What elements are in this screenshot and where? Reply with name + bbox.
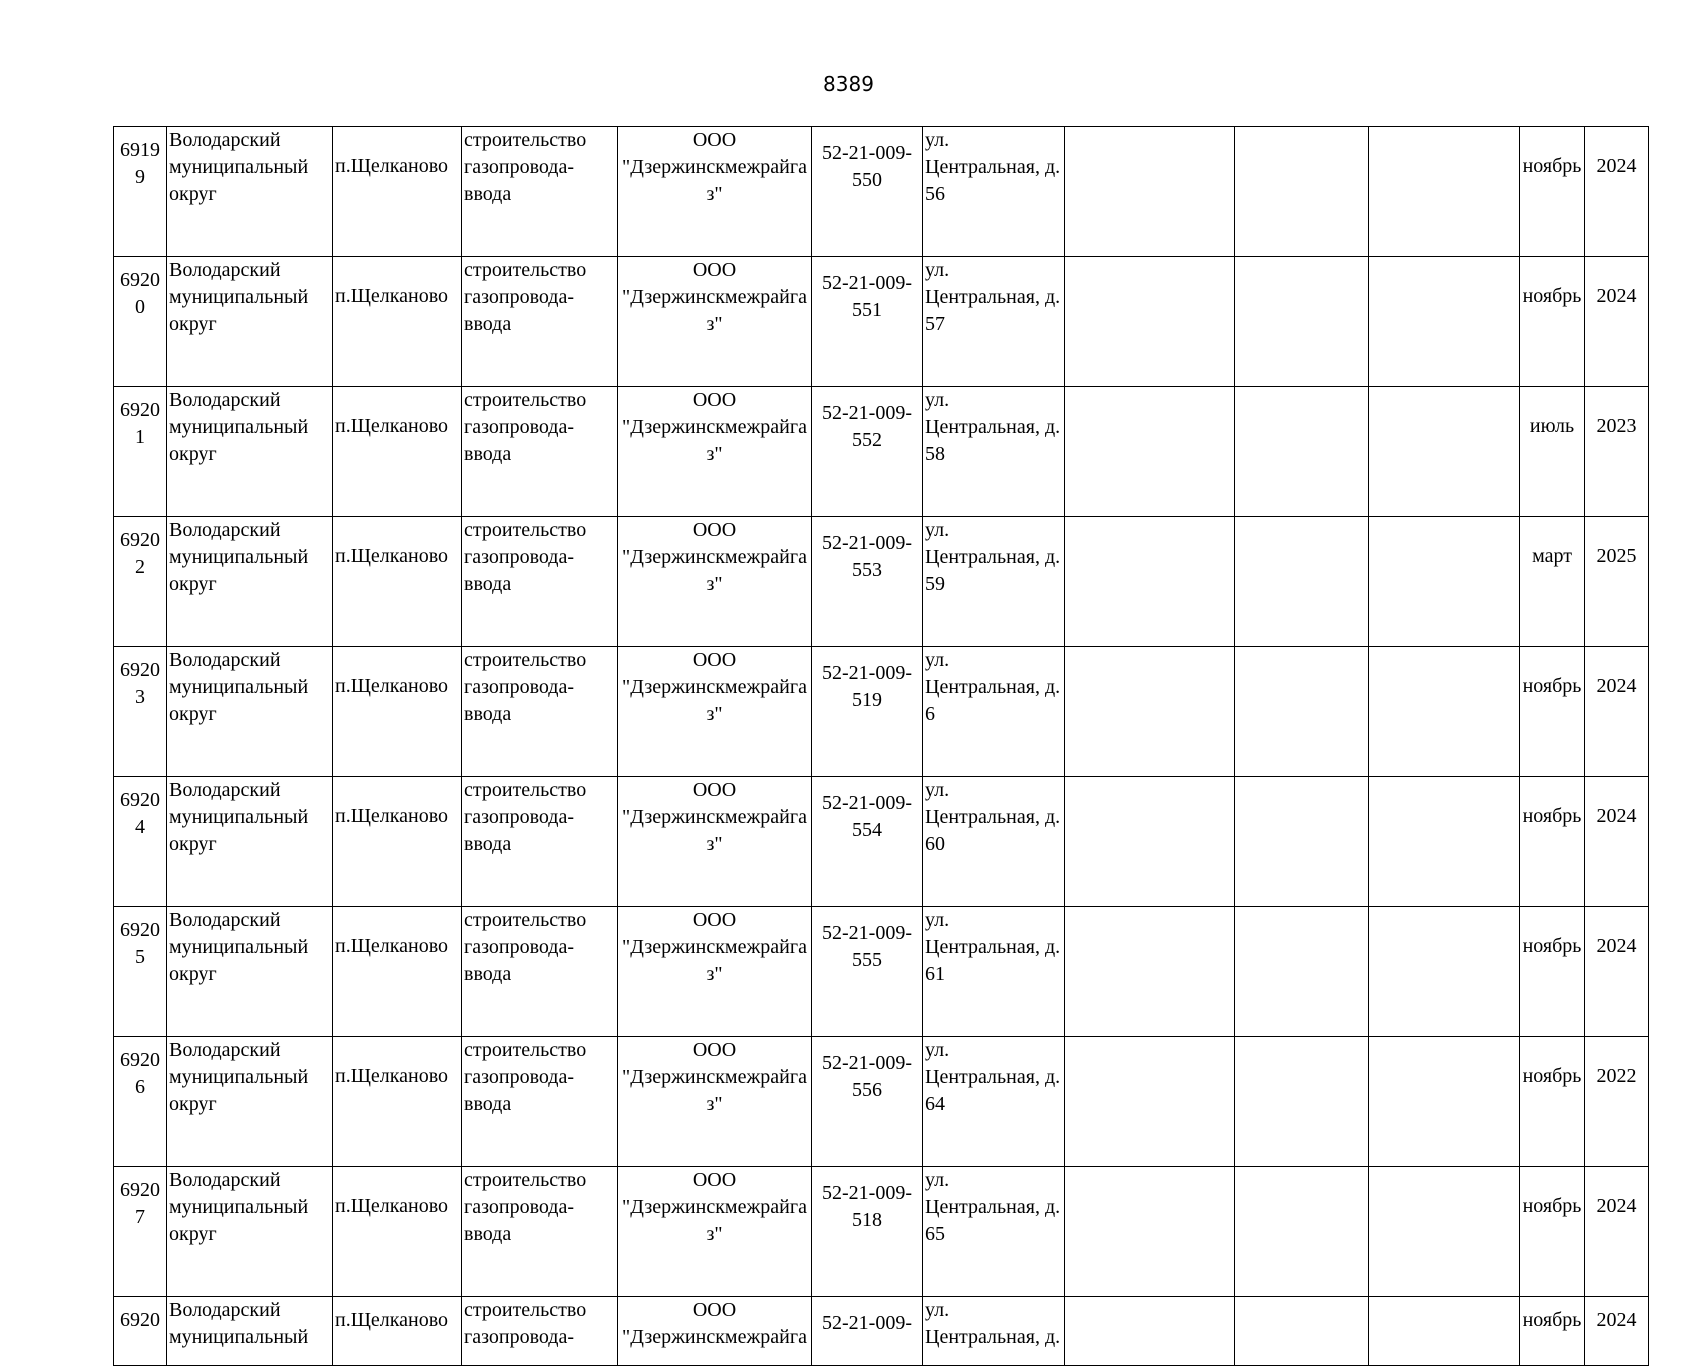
cell-line: 52-21-009- <box>822 1052 912 1074</box>
address-cell <box>923 127 1065 257</box>
cell-line: муниципальный <box>169 1066 309 1088</box>
address-cell <box>923 907 1065 1037</box>
object-code-cell <box>812 777 923 907</box>
cell-line: 52-21-009- <box>822 142 912 164</box>
cell-line: газопровода- <box>464 156 575 178</box>
cell-line: Центральная, д. <box>925 546 1061 568</box>
cell-line: Центральная, д. <box>925 1066 1061 1088</box>
cell-line: "Дзержинскмежрайга <box>622 1066 807 1088</box>
organization-cell <box>618 387 812 517</box>
cell-line: строительство <box>464 909 587 931</box>
cell-line: 518 <box>852 1209 882 1231</box>
organization-cell <box>618 1297 812 1366</box>
table-body <box>114 127 1649 1366</box>
empty-cell <box>1235 1037 1369 1167</box>
cell-line: 519 <box>852 689 882 711</box>
cell-line: ООО <box>692 1299 737 1321</box>
cell-line: з" <box>706 443 723 465</box>
cell-line: муниципальный <box>169 676 309 698</box>
cell-line: 550 <box>852 169 882 191</box>
year-cell: 2023 <box>1585 387 1649 517</box>
cell-line: 6 <box>925 703 935 725</box>
register-table <box>113 126 1649 1366</box>
page-number: 8389 <box>823 72 874 96</box>
year-cell: 2024 <box>1585 777 1649 907</box>
empty-cell <box>1369 907 1520 1037</box>
row-number-cell <box>114 387 167 517</box>
cell-line: 552 <box>852 429 882 451</box>
district-cell <box>167 647 333 777</box>
month-cell: ноябрь <box>1520 257 1585 387</box>
cell-line: 5 <box>135 946 145 968</box>
settlement-cell: п.Щелканово <box>333 647 462 777</box>
table-row <box>114 1167 1649 1297</box>
cell-line: 4 <box>135 816 145 838</box>
cell-line: округ <box>169 573 217 595</box>
empty-cell <box>1235 517 1369 647</box>
cell-line: Володарский <box>169 909 281 931</box>
cell-line: Володарский <box>169 649 281 671</box>
address-cell <box>923 1167 1065 1297</box>
cell-line: ул. <box>925 389 950 411</box>
cell-line: 6920 <box>120 399 160 421</box>
cell-line: 52-21-009- <box>822 662 912 684</box>
cell-line: Центральная, д. <box>925 286 1061 308</box>
organization-cell <box>618 1167 812 1297</box>
month-cell: ноябрь <box>1520 1167 1585 1297</box>
settlement-cell: п.Щелканово <box>333 257 462 387</box>
object-code-cell <box>812 387 923 517</box>
cell-line: ввода <box>464 573 512 595</box>
cell-line: 60 <box>925 833 945 855</box>
cell-line: 56 <box>925 183 945 205</box>
cell-line: 551 <box>852 299 882 321</box>
cell-line: строительство <box>464 779 587 801</box>
work-type-cell <box>462 127 618 257</box>
cell-line: ООО <box>692 909 737 931</box>
cell-line: 6920 <box>120 1179 160 1201</box>
cell-line: з" <box>706 183 723 205</box>
object-code-cell <box>812 517 923 647</box>
cell-line: з" <box>706 1223 723 1245</box>
cell-line: округ <box>169 183 217 205</box>
month-cell: ноябрь <box>1520 127 1585 257</box>
address-cell <box>923 257 1065 387</box>
cell-line: строительство <box>464 389 587 411</box>
table-row <box>114 127 1649 257</box>
settlement-cell: п.Щелканово <box>333 517 462 647</box>
cell-line: ООО <box>692 129 737 151</box>
table-row <box>114 907 1649 1037</box>
settlement-cell: п.Щелканово <box>333 1297 462 1366</box>
cell-line: "Дзержинскмежрайга <box>622 156 807 178</box>
cell-line: ввода <box>464 963 512 985</box>
year-cell: 2024 <box>1585 1167 1649 1297</box>
district-cell <box>167 127 333 257</box>
table-row <box>114 1037 1649 1167</box>
cell-line: ООО <box>692 1169 737 1191</box>
cell-line: Володарский <box>169 259 281 281</box>
cell-line: ввода <box>464 1223 512 1245</box>
empty-cell <box>1065 127 1235 257</box>
cell-line: Володарский <box>169 389 281 411</box>
object-code-cell <box>812 907 923 1037</box>
empty-cell <box>1065 777 1235 907</box>
cell-line: строительство <box>464 1299 587 1321</box>
address-cell <box>923 647 1065 777</box>
cell-line: Володарский <box>169 129 281 151</box>
cell-line: з" <box>706 963 723 985</box>
cell-line: Володарский <box>169 1169 281 1191</box>
table-row <box>114 1297 1649 1366</box>
empty-cell <box>1369 1167 1520 1297</box>
cell-line: муниципальный <box>169 286 309 308</box>
cell-line: 6920 <box>120 919 160 941</box>
empty-cell <box>1235 777 1369 907</box>
cell-line: 52-21-009- <box>822 272 912 294</box>
cell-line: ул. <box>925 129 950 151</box>
cell-line: 0 <box>135 296 145 318</box>
cell-line: ввода <box>464 443 512 465</box>
table-row <box>114 517 1649 647</box>
year-cell: 2025 <box>1585 517 1649 647</box>
row-number-cell <box>114 1297 167 1366</box>
row-number-cell <box>114 127 167 257</box>
cell-line: "Дзержинскмежрайга <box>622 416 807 438</box>
row-number-cell <box>114 1037 167 1167</box>
district-cell <box>167 257 333 387</box>
address-cell <box>923 777 1065 907</box>
cell-line: строительство <box>464 259 587 281</box>
organization-cell <box>618 777 812 907</box>
organization-cell <box>618 907 812 1037</box>
empty-cell <box>1235 387 1369 517</box>
cell-line: ООО <box>692 389 737 411</box>
object-code-cell <box>812 1037 923 1167</box>
table-row <box>114 777 1649 907</box>
work-type-cell <box>462 1297 618 1366</box>
cell-line: "Дзержинскмежрайга <box>622 676 807 698</box>
row-number-cell <box>114 907 167 1037</box>
cell-line: газопровода- <box>464 936 575 958</box>
cell-line: строительство <box>464 1039 587 1061</box>
month-cell: ноябрь <box>1520 907 1585 1037</box>
address-cell <box>923 517 1065 647</box>
settlement-cell: п.Щелканово <box>333 387 462 517</box>
organization-cell <box>618 1037 812 1167</box>
cell-line: ООО <box>692 519 737 541</box>
cell-line: 52-21-009- <box>822 1312 912 1334</box>
organization-cell <box>618 647 812 777</box>
empty-cell <box>1235 257 1369 387</box>
cell-line: 59 <box>925 573 945 595</box>
empty-cell <box>1369 387 1520 517</box>
cell-line: Центральная, д. <box>925 1326 1061 1348</box>
work-type-cell <box>462 1167 618 1297</box>
cell-line: округ <box>169 1093 217 1115</box>
month-cell: ноябрь <box>1520 1037 1585 1167</box>
cell-line: Центральная, д. <box>925 676 1061 698</box>
cell-line: 65 <box>925 1223 945 1245</box>
cell-line: строительство <box>464 1169 587 1191</box>
work-type-cell <box>462 777 618 907</box>
month-cell: март <box>1520 517 1585 647</box>
row-number-cell <box>114 257 167 387</box>
cell-line: з" <box>706 1093 723 1115</box>
row-number-cell <box>114 777 167 907</box>
cell-line: ул. <box>925 909 950 931</box>
cell-line: Володарский <box>169 779 281 801</box>
object-code-cell <box>812 257 923 387</box>
work-type-cell <box>462 1037 618 1167</box>
district-cell <box>167 907 333 1037</box>
cell-line: муниципальный <box>169 1326 309 1348</box>
cell-line: 556 <box>852 1079 882 1101</box>
cell-line: Центральная, д. <box>925 416 1061 438</box>
month-cell: ноябрь <box>1520 777 1585 907</box>
row-number-cell <box>114 1167 167 1297</box>
year-cell: 2024 <box>1585 127 1649 257</box>
cell-line: 9 <box>135 166 145 188</box>
cell-line: 7 <box>135 1206 145 1228</box>
cell-line: газопровода- <box>464 286 575 308</box>
object-code-cell <box>812 127 923 257</box>
cell-line: 64 <box>925 1093 945 1115</box>
empty-cell <box>1065 1297 1235 1366</box>
cell-line: "Дзержинскмежрайга <box>622 286 807 308</box>
cell-line: 52-21-009- <box>822 1182 912 1204</box>
year-cell: 2024 <box>1585 647 1649 777</box>
work-type-cell <box>462 517 618 647</box>
cell-line: ввода <box>464 313 512 335</box>
cell-line: 554 <box>852 819 882 841</box>
cell-line: Центральная, д. <box>925 156 1061 178</box>
cell-line: ООО <box>692 649 737 671</box>
district-cell <box>167 517 333 647</box>
cell-line: муниципальный <box>169 156 309 178</box>
table-row <box>114 387 1649 517</box>
empty-cell <box>1369 257 1520 387</box>
address-cell <box>923 1037 1065 1167</box>
empty-cell <box>1235 1297 1369 1366</box>
year-cell: 2024 <box>1585 257 1649 387</box>
cell-line: 61 <box>925 963 945 985</box>
year-cell: 2022 <box>1585 1037 1649 1167</box>
cell-line: "Дзержинскмежрайга <box>622 936 807 958</box>
month-cell: ноябрь <box>1520 647 1585 777</box>
cell-line: ул. <box>925 779 950 801</box>
cell-line: 555 <box>852 949 882 971</box>
cell-line: муниципальный <box>169 1196 309 1218</box>
empty-cell <box>1235 907 1369 1037</box>
cell-line: з" <box>706 833 723 855</box>
empty-cell <box>1065 647 1235 777</box>
cell-line: газопровода- <box>464 1326 575 1348</box>
cell-line: муниципальный <box>169 416 309 438</box>
district-cell <box>167 1297 333 1366</box>
empty-cell <box>1235 127 1369 257</box>
cell-line: газопровода- <box>464 546 575 568</box>
table-row <box>114 647 1649 777</box>
empty-cell <box>1369 777 1520 907</box>
row-number-cell <box>114 517 167 647</box>
empty-cell <box>1065 1037 1235 1167</box>
cell-line: ул. <box>925 259 950 281</box>
cell-line: Володарский <box>169 1299 281 1321</box>
cell-line: 57 <box>925 313 945 335</box>
cell-line: муниципальный <box>169 936 309 958</box>
cell-line: 1 <box>135 426 145 448</box>
district-cell <box>167 387 333 517</box>
settlement-cell: п.Щелканово <box>333 1167 462 1297</box>
cell-line: з" <box>706 703 723 725</box>
cell-line: ввода <box>464 703 512 725</box>
empty-cell <box>1369 517 1520 647</box>
settlement-cell: п.Щелканово <box>333 127 462 257</box>
cell-line: газопровода- <box>464 1196 575 1218</box>
address-cell <box>923 387 1065 517</box>
cell-line: Центральная, д. <box>925 936 1061 958</box>
year-cell: 2024 <box>1585 1297 1649 1366</box>
address-cell <box>923 1297 1065 1366</box>
cell-line: округ <box>169 963 217 985</box>
cell-line: газопровода- <box>464 806 575 828</box>
cell-line: ввода <box>464 183 512 205</box>
object-code-cell <box>812 647 923 777</box>
cell-line: газопровода- <box>464 676 575 698</box>
cell-line: муниципальный <box>169 806 309 828</box>
cell-line: 52-21-009- <box>822 532 912 554</box>
cell-line: ул. <box>925 1299 950 1321</box>
object-code-cell <box>812 1167 923 1297</box>
cell-line: округ <box>169 703 217 725</box>
cell-line: 6919 <box>120 139 160 161</box>
cell-line: 6 <box>135 1076 145 1098</box>
cell-line: строительство <box>464 649 587 671</box>
cell-line: ООО <box>692 779 737 801</box>
cell-line: Володарский <box>169 519 281 541</box>
cell-line: газопровода- <box>464 1066 575 1088</box>
cell-line: "Дзержинскмежрайга <box>622 1326 807 1348</box>
cell-line: газопровода- <box>464 416 575 438</box>
cell-line: ввода <box>464 1093 512 1115</box>
cell-line: округ <box>169 443 217 465</box>
cell-line: ООО <box>692 259 737 281</box>
empty-cell <box>1369 1297 1520 1366</box>
cell-line: 6920 <box>120 1049 160 1071</box>
empty-cell <box>1369 127 1520 257</box>
cell-line: 6920 <box>120 789 160 811</box>
cell-line: 52-21-009- <box>822 402 912 424</box>
month-cell: июль <box>1520 387 1585 517</box>
cell-line: ввода <box>464 833 512 855</box>
settlement-cell: п.Щелканово <box>333 907 462 1037</box>
settlement-cell: п.Щелканово <box>333 777 462 907</box>
empty-cell <box>1369 647 1520 777</box>
work-type-cell <box>462 907 618 1037</box>
cell-line: "Дзержинскмежрайга <box>622 806 807 828</box>
object-code-cell <box>812 1297 923 1366</box>
empty-cell <box>1065 1167 1235 1297</box>
cell-line: 553 <box>852 559 882 581</box>
cell-line: 6920 <box>120 269 160 291</box>
cell-line: ООО <box>692 1039 737 1061</box>
work-type-cell <box>462 257 618 387</box>
cell-line: 2 <box>135 556 145 578</box>
cell-line: 6920 <box>120 659 160 681</box>
cell-line: Центральная, д. <box>925 1196 1061 1218</box>
organization-cell <box>618 517 812 647</box>
empty-cell <box>1235 647 1369 777</box>
table-row <box>114 257 1649 387</box>
cell-line: ул. <box>925 649 950 671</box>
empty-cell <box>1235 1167 1369 1297</box>
cell-line: Володарский <box>169 1039 281 1061</box>
cell-line: "Дзержинскмежрайга <box>622 1196 807 1218</box>
empty-cell <box>1065 257 1235 387</box>
organization-cell <box>618 127 812 257</box>
cell-line: ул. <box>925 1169 950 1191</box>
row-number-cell <box>114 647 167 777</box>
district-cell <box>167 1037 333 1167</box>
organization-cell <box>618 257 812 387</box>
cell-line: 6920 <box>120 529 160 551</box>
cell-line: "Дзержинскмежрайга <box>622 546 807 568</box>
cell-line: 6920 <box>120 1309 160 1331</box>
year-cell: 2024 <box>1585 907 1649 1037</box>
cell-line: Центральная, д. <box>925 806 1061 828</box>
settlement-cell: п.Щелканово <box>333 1037 462 1167</box>
cell-line: ул. <box>925 1039 950 1061</box>
cell-line: округ <box>169 313 217 335</box>
work-type-cell <box>462 647 618 777</box>
cell-line: строительство <box>464 519 587 541</box>
empty-cell <box>1065 387 1235 517</box>
empty-cell <box>1065 517 1235 647</box>
cell-line: округ <box>169 833 217 855</box>
cell-line: 52-21-009- <box>822 792 912 814</box>
cell-line: 3 <box>135 686 145 708</box>
cell-line: строительство <box>464 129 587 151</box>
cell-line: ул. <box>925 519 950 541</box>
cell-line: з" <box>706 573 723 595</box>
empty-cell <box>1065 907 1235 1037</box>
cell-line: з" <box>706 313 723 335</box>
work-type-cell <box>462 387 618 517</box>
empty-cell <box>1369 1037 1520 1167</box>
cell-line: 58 <box>925 443 945 465</box>
district-cell <box>167 1167 333 1297</box>
cell-line: муниципальный <box>169 546 309 568</box>
cell-line: округ <box>169 1223 217 1245</box>
cell-line: 52-21-009- <box>822 922 912 944</box>
month-cell: ноябрь <box>1520 1297 1585 1366</box>
district-cell <box>167 777 333 907</box>
